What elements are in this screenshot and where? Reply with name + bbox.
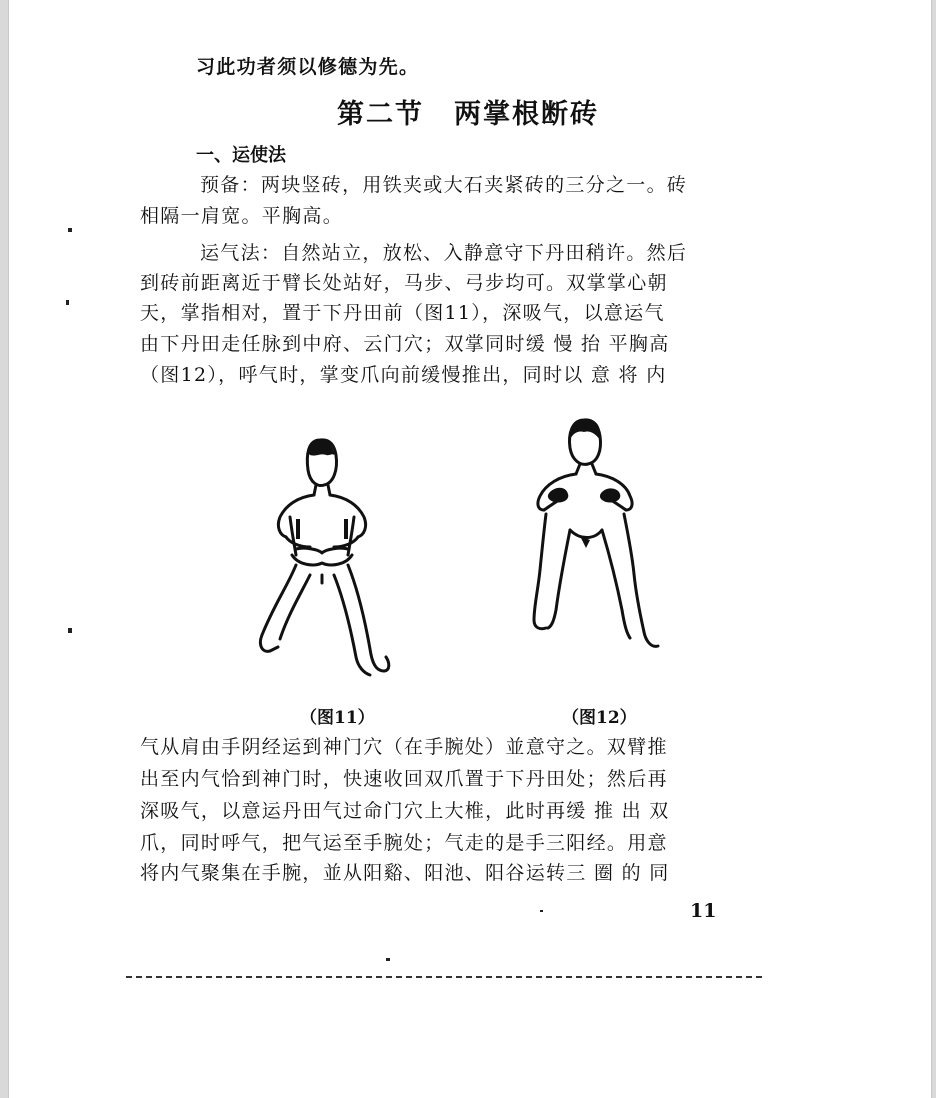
paragraph-line: 到砖前距离近于臂长处站好，马步、弓步均可。双掌掌心朝	[140, 272, 668, 294]
paragraph-line: 深吸气，以意运丹田气过命门穴上大椎，此时再缓 推 出 双	[140, 800, 670, 822]
scan-speck	[68, 628, 72, 633]
subheading: 一、运使法	[196, 145, 286, 166]
paragraph-line: 天，掌指相对，置于下丹田前（图11），深吸气，以意运气	[140, 302, 665, 324]
page-number: 11	[690, 900, 717, 922]
paragraph-line: 气从肩由手阴经运到神门穴（在手腕处）並意守之。双臂推	[140, 736, 668, 758]
paragraph-line: 出至内气恰到神门时，快速收回双爪置于下丹田处；然后再	[140, 768, 668, 790]
paragraph-line: 相隔一肩宽。平胸高。	[140, 205, 344, 227]
figure-12-caption: （图12）	[562, 708, 637, 728]
scan-speck	[386, 958, 390, 961]
paragraph-line: 运气法：自然站立，放松、入静意守下丹田稍许。然后	[200, 242, 688, 264]
section-name: 两掌根断砖	[454, 99, 599, 130]
scan-speck	[540, 910, 543, 912]
bottom-divider	[126, 976, 762, 978]
document-page	[8, 0, 932, 1098]
figure-12-illustration	[510, 410, 670, 660]
paragraph-line: （图12），呼气时，掌变爪向前缓慢推出，同时以 意 将 内	[140, 364, 667, 386]
section-title	[0, 92, 936, 131]
section-number: 第二节	[337, 99, 424, 130]
figure-11-caption: （图11）	[300, 708, 375, 728]
scan-speck	[66, 300, 69, 305]
paragraph-line: 爪，同时呼气，把气运至手腕处；气走的是手三阳经。用意	[140, 832, 668, 854]
paragraph-line: 预备：两块竖砖，用铁夹或大石夹紧砖的三分之一。砖	[200, 174, 688, 196]
paragraph-line: 将内气聚集在手腕，並从阳谿、阳池、阳谷运转三 圈 的 同	[140, 862, 670, 884]
paragraph-line: 由下丹田走任脉到中府、云门穴；双掌同时缓 慢 抬 平胸高	[140, 333, 670, 355]
figure-11-illustration	[240, 425, 405, 690]
scan-speck	[68, 228, 72, 232]
first-line: 习此功者须以修德为先。	[196, 56, 420, 78]
